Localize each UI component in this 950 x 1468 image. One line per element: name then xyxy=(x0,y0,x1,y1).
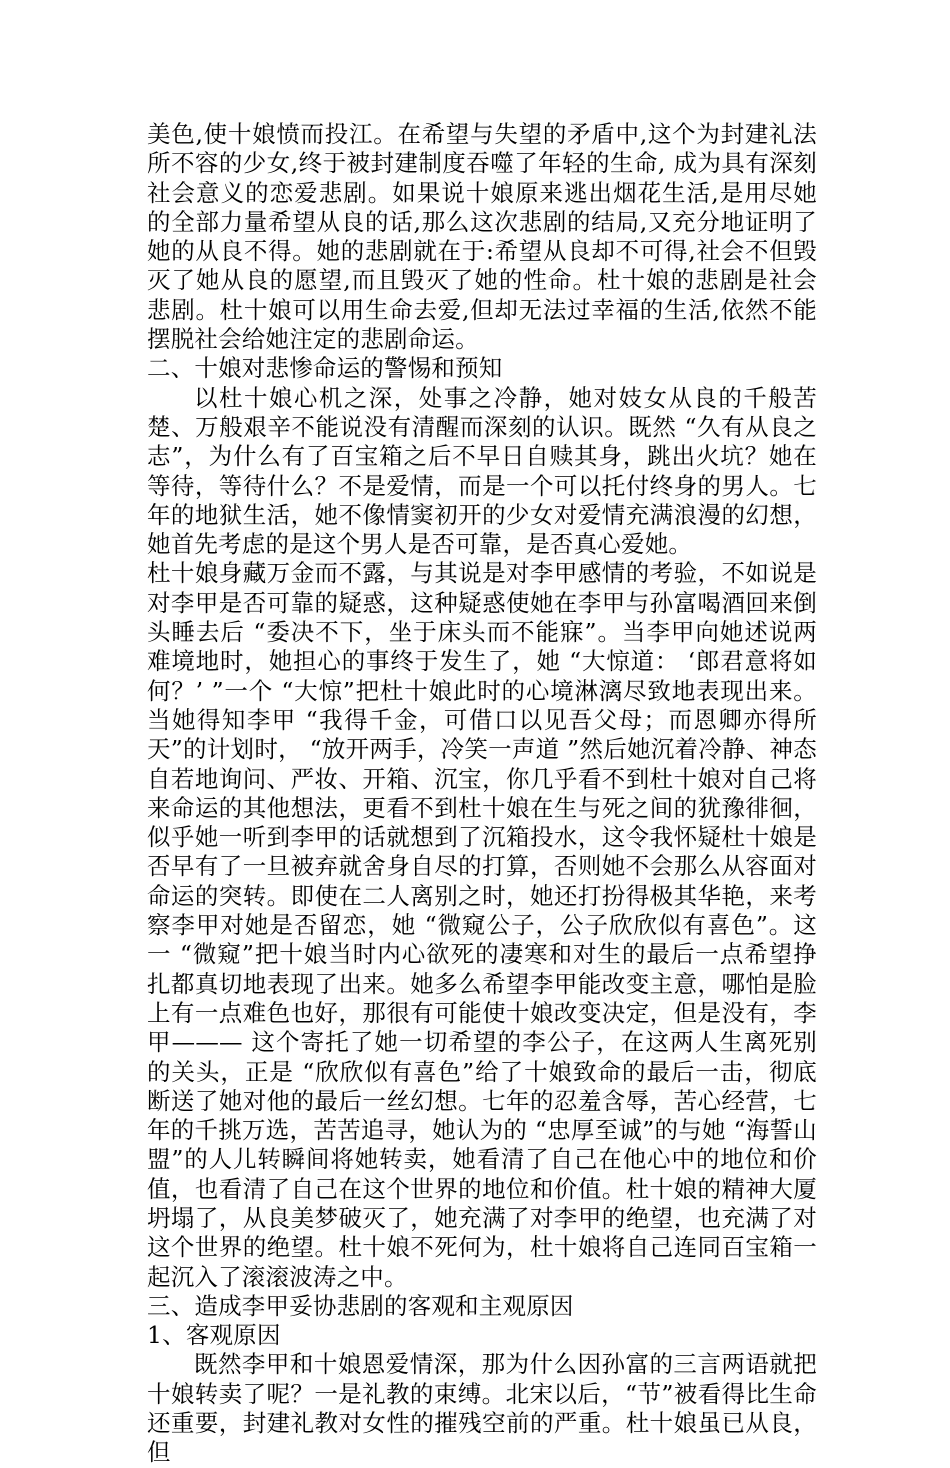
paragraph-3: 以杜十娘心机之深，处事之冷静，她对妓女从良的千般苦楚、万般艰辛不能说没有清醒而深刻的认识。既然 “久有从良之志”，为什么有了百宝箱之后不早日自赎其身，跳出火坑？她在等待，等待什么？不是爱情，而是一个可以托付终身的男人。七年的地狱生活，她不像情窦初开的少女对爱情充满浪漫的幻想，她首先考虑的是这个男人是否可靠，是否真心爱她。 xyxy=(147,383,817,559)
document-body xyxy=(147,120,817,1468)
section-heading-2: 二、十娘对悲惨命运的警惕和预知 xyxy=(147,354,503,383)
paragraph-4: 杜十娘身藏万金而不露，与其说是对李甲感情的考验，不如说是对李甲是否可靠的疑惑，这种疑惑使她在李甲与孙富喝酒回来倒头睡去后 “委决不下，坐于床头而不能寐”。当李甲向她述说两难境地时，她担心的事终于发生了，她 “大惊道： ‘郎君意将如何？’ ”一个 “大惊”把杜十娘此时的心境淋漓尽致地表现出来。当她得知李甲 “我得千金，可借口以见吾父母；而恩卿亦得所天”的计划时， “放开两手，冷笑一声道 ”然后她沉着冷静、神态自若地询问、严妆、开箱、沉宝，你几乎看不到杜十娘对自己将来命运的其他想法，更看不到杜十娘在生与死之间的犹豫徘徊，似乎她一听到李甲的话就想到了沉箱投水，这令我怀疑杜十娘是否早有了一旦被弃就舍身自尽的打算，否则她不会那么从容面对命运的突转。即使在二人离别之时，她还打扮得极其华艳，来考察李甲对她是否留恋，她 “微窥公子，公子欣欣似有喜色”。这一 “微窥”把十娘当时内心欲死的凄寒和对生的最后一点希望挣扎都真切地表现了出来。她多么希望李甲能改变主意，哪怕是脸上有一点难色也好，那很有可能使十娘改变决定，但是没有，李甲——— 这个寄托了她一切希望的李公子，在这两人生离死别的关头，正是 “欣欣似有喜色”给了十娘致命的最后一击，彻底断送了她对他的最后一丝幻想。七年的忍羞含辱，苦心经营，七年的千挑万选，苦苦追寻，她认为的 “忠厚至诚”的与她 “海誓山盟”的人儿转瞬间将她转卖，她看清了自己在他心中的地位和价值，也看清了自己在这个世界的地位和价值。杜十娘的精神大厦坍塌了，从良美梦破灭了，她充满了对李甲的绝望，也充满了对这个世界的绝望。杜十娘不死何为，杜十娘将自己连同百宝箱一起沉入了滚滚波涛之中。 xyxy=(147,559,818,1291)
subsection-heading-objective: 1、客观原因 xyxy=(147,1321,281,1350)
section-heading-3: 三、造成李甲妥协悲剧的客观和主观原因 xyxy=(147,1291,574,1320)
paragraph-7: 既然李甲和十娘恩爱情深，那为什么因孙富的三言两语就把十娘转卖了呢？一是礼教的束缚。北宋以后，“节”被看得比生命还重要，封建礼教对女性的摧残空前的严重。杜十娘虽已从良，但 xyxy=(147,1350,817,1467)
paragraph-1: 美色,使十娘愤而投江。在希望与失望的矛盾中,这个为封建礼法所不容的少女,终于被封建制度吞噬了年轻的生命, 成为具有深刻社会意义的恋爱悲剧。如果说十娘原来逃出烟花生活,是用尽她的全部力量希望从良的话,那么这次悲剧的结局,又充分地证明了她的从良不得。她的悲剧就在于:希望从良却不可得,社会不但毁灭了她从良的愿望,而且毁灭了她的性命。杜十娘的悲剧是社会悲剧。杜十娘可以用生命去爱,但却无法过幸福的生活,依然不能摆脱社会给她注定的悲剧命运。 xyxy=(147,120,817,354)
